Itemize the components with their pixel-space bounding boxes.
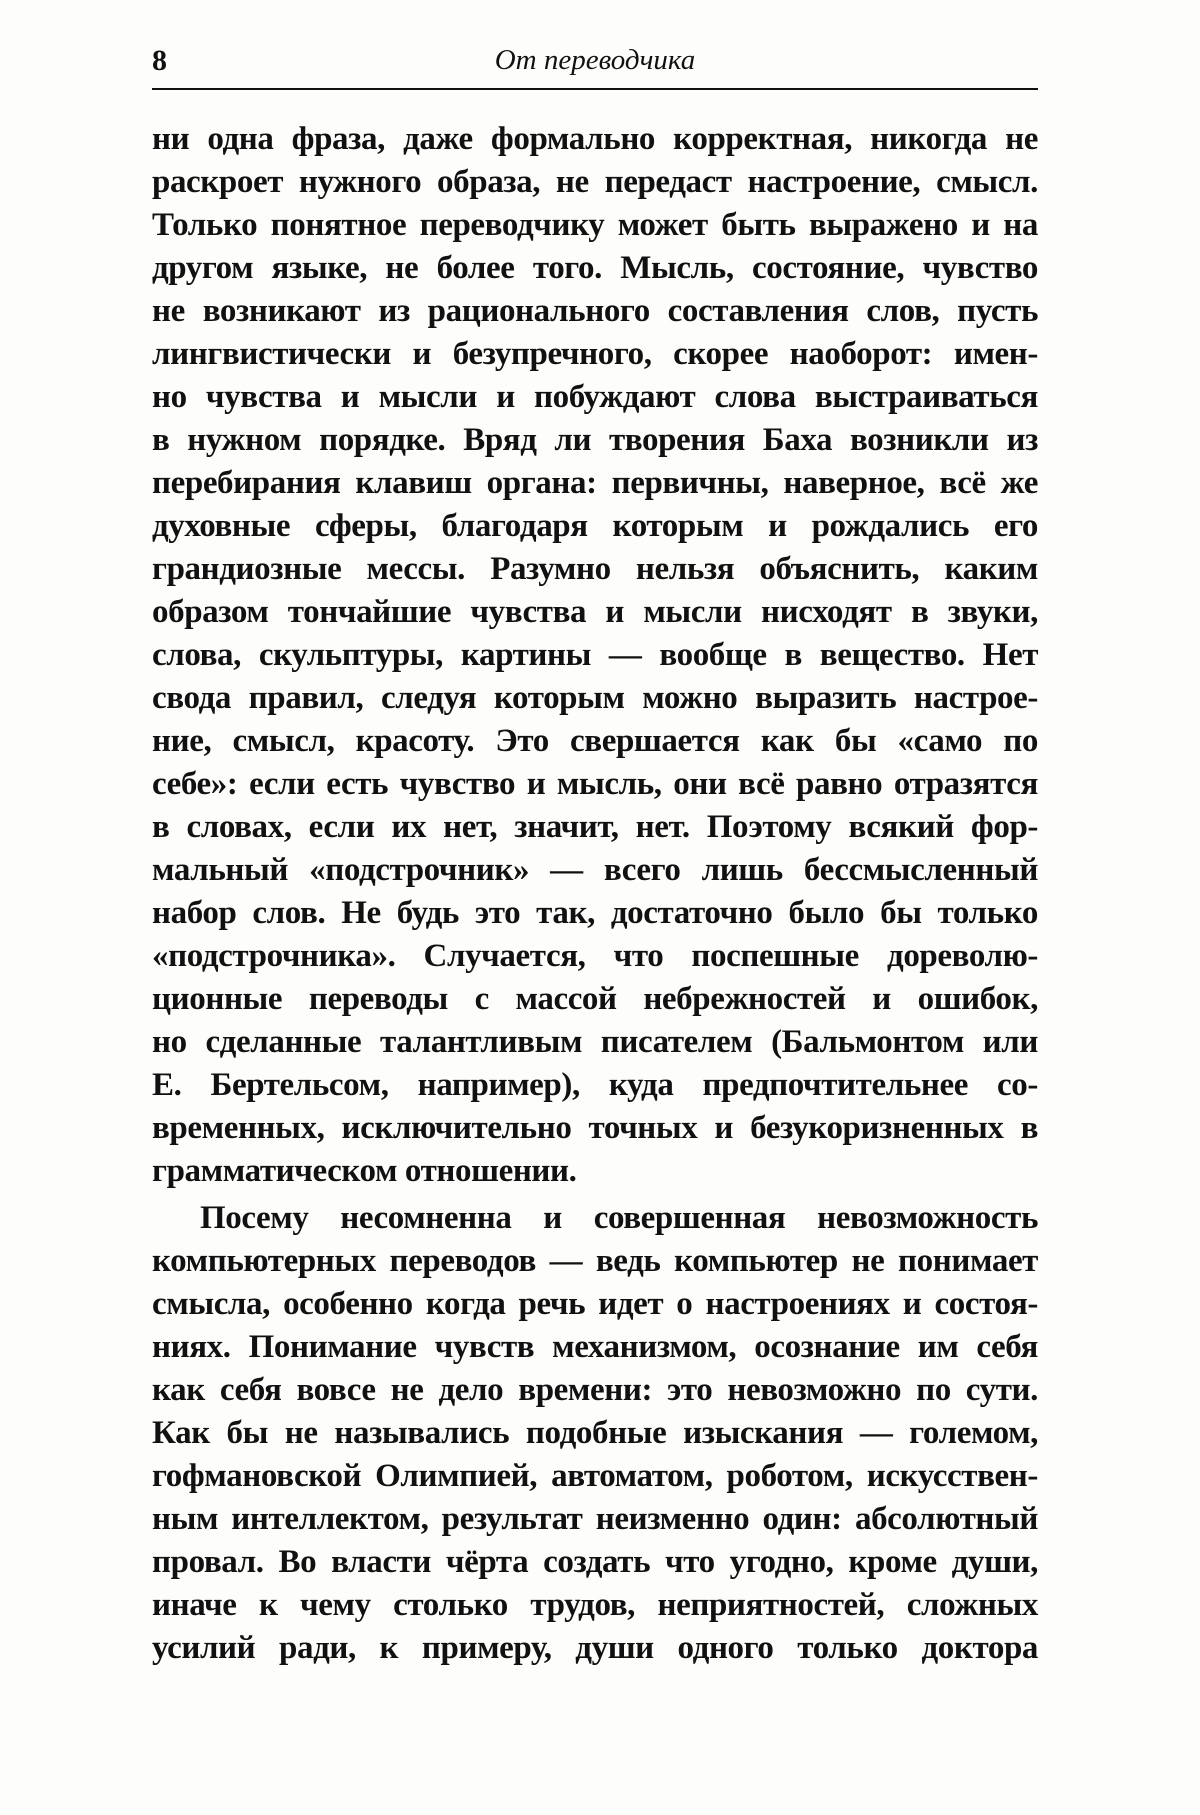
text-line: Как бы не назывались подобные изыскания — големом, <box>152 1415 1038 1451</box>
body-text <box>152 118 1038 1670</box>
paragraph-1 <box>152 118 1038 1193</box>
text-line: грамматическом отношении. <box>152 1153 577 1189</box>
text-line: смысла, особенно когда речь идет о настроениях и состоя- <box>152 1286 1038 1322</box>
page-number: 8 <box>152 44 167 77</box>
text-line: усилий ради, к примеру, души одного только доктора <box>152 1630 1038 1666</box>
text-line: иначе к чему столько трудов, неприятностей, сложных <box>152 1587 1038 1623</box>
text-line: набор слов. Не будь это так, достаточно было бы только <box>152 895 1038 931</box>
text-line: ниях. Понимание чувств механизмом, осознание им себя <box>152 1329 1038 1365</box>
text-line: перебирания клавиш органа: первичны, наверное, всё же <box>152 465 1038 501</box>
text-line: но чувства и мысли и побуждают слова выстраиваться <box>152 379 1038 415</box>
text-line: Посему несомненна и совершенная невозможность <box>200 1200 1038 1236</box>
text-line: не возникают из рационального составления слов, пусть <box>152 293 1038 329</box>
text-line: себе»: если есть чувство и мысль, они всё равно отразятся <box>152 766 1038 802</box>
text-line: мальный «подстрочник» — всего лишь бессмысленный <box>152 852 1038 888</box>
text-line: ни одна фраза, даже формально корректная, никогда не <box>152 121 1038 157</box>
running-title: От переводчика <box>494 44 696 76</box>
text-line: провал. Во власти чёрта создать что угодно, кроме души, <box>152 1544 1038 1580</box>
text-line: Е. Бертельсом, например), куда предпочтительнее со- <box>152 1067 1038 1103</box>
text-line: лингвистически и безупречного, скорее наоборот: имен- <box>152 336 1038 372</box>
text-line: компьютерных переводов — ведь компьютер не понимает <box>152 1243 1038 1279</box>
text-line: гофмановской Олимпией, автоматом, роботом, искусствен- <box>152 1458 1038 1494</box>
text-line: слова, скульптуры, картины — вообще в вещество. Нет <box>152 637 1038 673</box>
text-line: грандиозные мессы. Разумно нельзя объяснить, каким <box>152 551 1038 587</box>
text-line: ционные переводы с массой небрежностей и ошибок, <box>152 981 1038 1017</box>
text-line: свода правил, следуя которым можно выразить настрое- <box>152 680 1038 716</box>
text-line: как себя вовсе не дело времени: это невозможно по сути. <box>152 1372 1038 1408</box>
text-line: другом языке, не более того. Мысль, состояние, чувство <box>152 250 1038 286</box>
text-line: раскроет нужного образа, не передаст настроение, смысл. <box>152 164 1038 200</box>
paragraph-2 <box>152 1197 1038 1670</box>
text-line: в нужном порядке. Вряд ли творения Баха возникли из <box>152 422 1038 458</box>
text-line: «подстрочника». Случается, что поспешные дореволю- <box>152 938 1038 974</box>
text-line: в словах, если их нет, значит, нет. Поэтому всякий фор- <box>152 809 1038 845</box>
text-line: ным интеллектом, результат неизменно один: абсолютный <box>152 1501 1038 1537</box>
running-head <box>152 40 1038 90</box>
text-line: образом тончайшие чувства и мысли нисходят в звуки, <box>152 594 1038 630</box>
text-line: временных, исключительно точных и безукоризненных в <box>152 1110 1038 1146</box>
text-line: но сделанные талантливым писателем (Бальмонтом или <box>152 1024 1038 1060</box>
text-line: духовные сферы, благодаря которым и рождались его <box>152 508 1038 544</box>
text-line: Только понятное переводчику может быть выражено и на <box>152 207 1038 243</box>
text-line: ние, смысл, красоту. Это свершается как бы «само по <box>152 723 1038 759</box>
